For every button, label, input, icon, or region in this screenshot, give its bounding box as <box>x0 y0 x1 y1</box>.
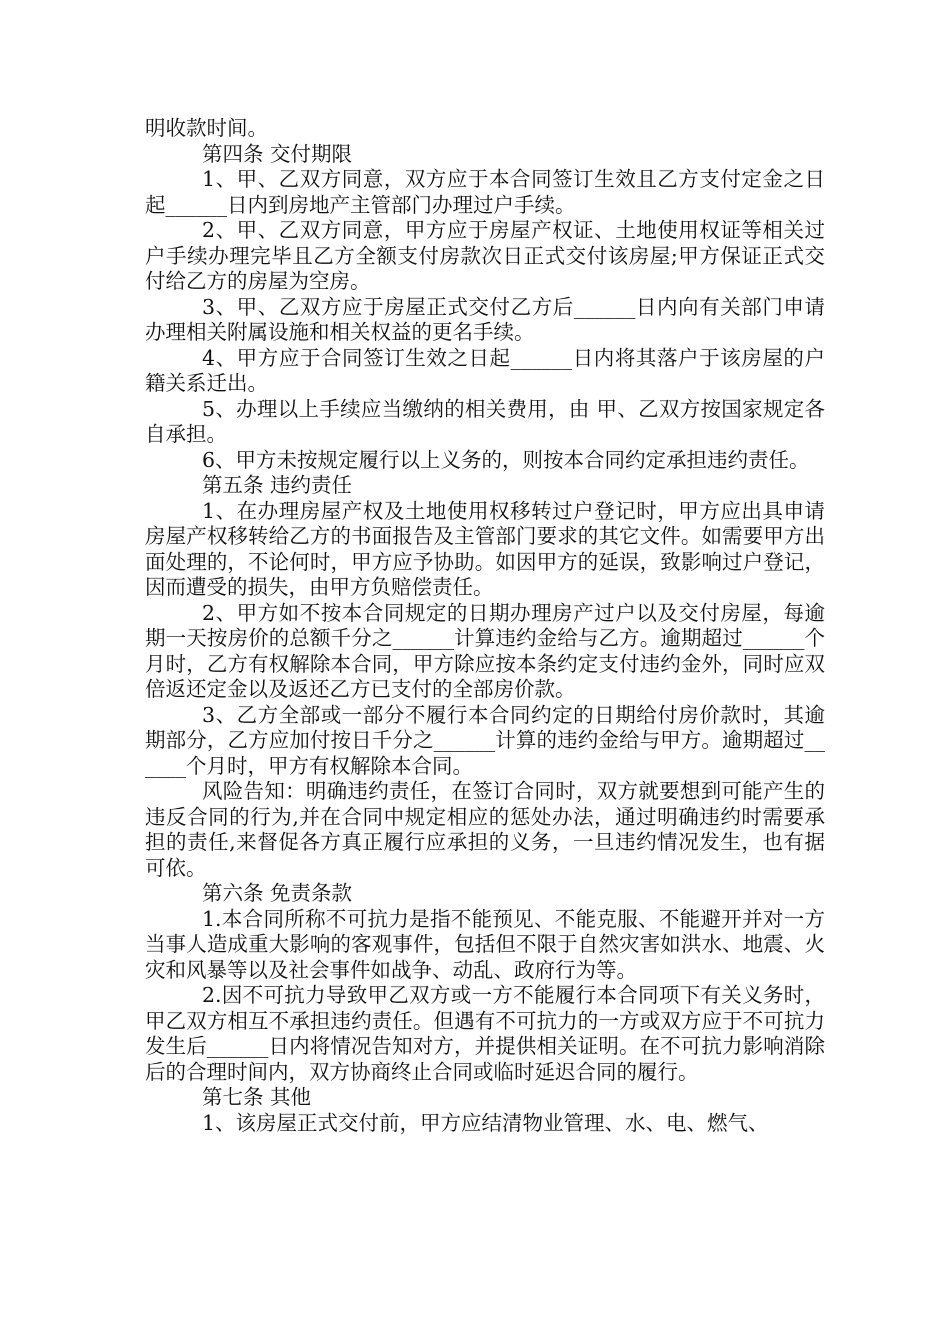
clause-5-3: 3、乙方全部或一部分不履行本合同约定的日期给付房价款时，其逾期部分，乙方应加付按日千分之______计算的违约金给与甲方。逾期超过______个月时，甲方有权解除本合同。 <box>145 702 825 778</box>
clause-4-6: 6、甲方未按规定履行以上义务的，则按本合同约定承担违约责任。 <box>202 447 810 472</box>
paragraph-continuation: 明收款时间。 <box>145 116 268 140</box>
clause-5-2: 2、甲方如不按本合同规定的日期办理房产过户以及交付房屋，每逾期一天按房价的总额千分之______计算违约金给与乙方。逾期超过______个月时，乙方有权解除本合同，甲方除应按本条约定支付违约金外，同时应双倍返还定金以及返还乙方已支付的全部房价款。 <box>145 600 825 701</box>
clause-6-1: 1.本合同所称不可抗力是指不能预见、不能克服、不能避开并对一方当事人造成重大影响的客观事件，包括但不限于自然灾害如洪水、地震、火灾和风暴等以及社会事件如战争、动乱、政府行为等。 <box>145 906 825 982</box>
section-heading-article-5: 第五条 违约责任 <box>202 473 353 497</box>
clause-4-5: 5、办理以上手续应当缴纳的相关费用，由 甲、乙双方按国家规定各自承担。 <box>145 396 825 446</box>
clause-6-2: 2.因不可抗力导致甲乙双方或一方不能履行本合同项下有关义务时，甲乙双方相互不承担违约责任。但遇有不可抗力的一方或双方应于不可抗力发生后______日内将情况告知对方，并提供相关证明。在不可抗力影响消除后的合理时间内，双方协商终止合同或临时延迟合同的履行。 <box>145 983 825 1084</box>
clause-4-3: 3、甲、乙双方应于房屋正式交付乙方后______日内向有关部门申请办理相关附属设施和相关权益的更名手续。 <box>145 294 825 344</box>
section-heading-article-6: 第六条 免责条款 <box>202 881 353 905</box>
clause-7-1: 1、该房屋正式交付前，甲方应结清物业管理、水、电、燃气、 <box>202 1110 769 1135</box>
section-heading-article-7: 第七条 其他 <box>202 1085 312 1109</box>
clause-4-1: 1、甲、乙双方同意，双方应于本合同签订生效且乙方支付定金之日起______日内到房地产主管部门办理过户手续。 <box>145 167 825 217</box>
contract-page <box>145 116 825 1136</box>
section-heading-article-4: 第四条 交付期限 <box>202 141 353 166</box>
clause-4-2: 2、甲、乙双方同意，甲方应于房屋产权证、土地使用权证等相关过户手续办理完毕且乙方全额支付房款次日正式交付该房屋;甲方保证正式交付给乙方的房屋为空房。 <box>145 218 825 293</box>
clause-4-4: 4、甲方应于合同签订生效之日起______日内将其落户于该房屋的户籍关系迁出。 <box>145 345 825 395</box>
risk-notice: 风险告知：明确违约责任，在签订合同时，双方就要想到可能产生的违反合同的行为,并在合同中规定相应的惩处办法，通过明确违约时需要承担的责任,来督促各方真正履行应承担的义务，一旦违约情况发生，也有据可依。 <box>145 779 825 880</box>
clause-5-1: 1、在办理房屋产权及土地使用权移转过户登记时，甲方应出具申请房屋产权移转给乙方的书面报告及主管部门要求的其它文件。如需要甲方出面处理的，不论何时，甲方应予协助。如因甲方的延误，致影响过户登记，因而遭受的损失，由甲方负赔偿责任。 <box>145 498 825 599</box>
